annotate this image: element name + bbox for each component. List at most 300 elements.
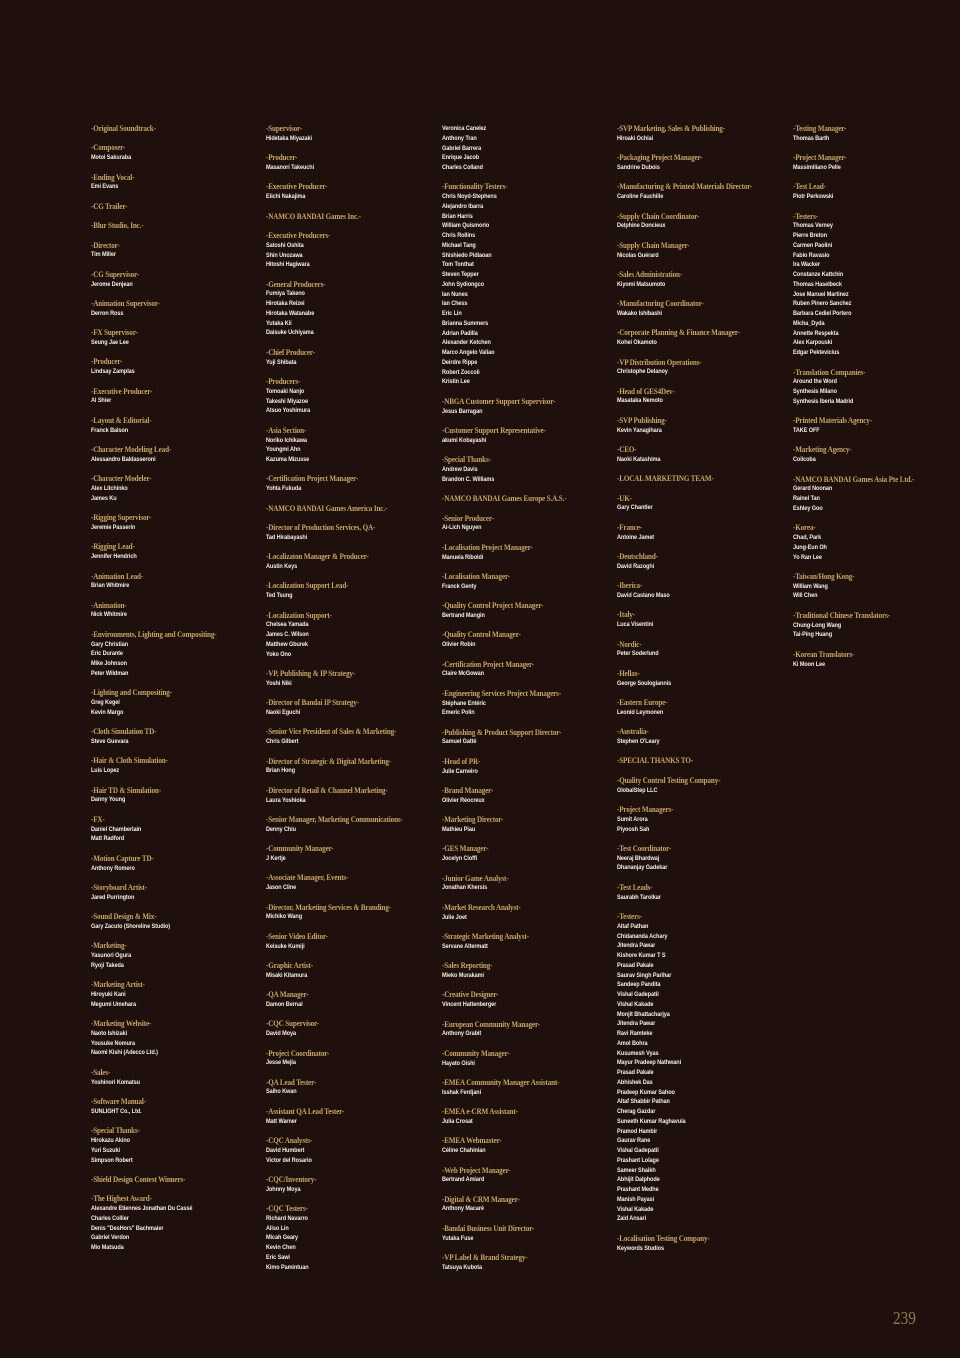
credit-name: Daniel Chamberlain — [91, 825, 142, 833]
credits-column — [442, 124, 612, 1282]
credit-name: Sandrine Dubois — [617, 163, 660, 171]
credit-section — [617, 182, 787, 202]
credit-section — [442, 1224, 612, 1244]
credit-name: Austin Keys — [266, 563, 298, 570]
role-title: -Director of Retail & Channel Marketing- — [266, 785, 388, 795]
role-title: -Supply Chain Manager- — [617, 240, 690, 250]
credit-section — [442, 903, 612, 923]
credit-name: Thomas Verney — [793, 222, 833, 230]
credit-name: GlobalStep LLC — [617, 786, 658, 794]
credit-name: Yoshinori Komatsu — [91, 1078, 140, 1086]
credit-section — [617, 883, 787, 903]
role-title: -Localization Support Lead- — [266, 581, 349, 591]
role-title: -Community Manager- — [266, 844, 334, 854]
credit-name: Ted Tsung — [266, 592, 293, 600]
credit-section — [266, 932, 436, 952]
credit-section — [617, 241, 787, 261]
role-title: -CG Trailer- — [91, 201, 128, 211]
role-title: -QA Lead Tester- — [266, 1077, 317, 1087]
role-title: -CQC Analysts- — [266, 1136, 313, 1146]
role-title: -Sales- — [91, 1067, 111, 1077]
credit-section — [266, 961, 436, 981]
credit-section — [442, 124, 612, 173]
credit-section — [91, 328, 261, 348]
credit-name: Noriko Ichikawa — [266, 436, 307, 444]
credit-name: Hidetaka Miyazaki — [266, 134, 312, 142]
credit-name: Annette Respekta — [793, 329, 839, 337]
credit-name: Aliso Lin — [266, 1224, 289, 1232]
credit-name: Yo Ran Lee — [793, 553, 822, 561]
credit-name: Vishal Gadepatil — [617, 991, 659, 999]
credit-section — [266, 504, 436, 514]
credit-name: Pradeep Kumar Sahoo — [617, 1088, 675, 1096]
credit-name: Alex Litchinko — [91, 484, 128, 492]
credit-name: Prashant Medhe — [617, 1186, 659, 1194]
credit-section — [91, 1097, 261, 1117]
credit-section — [91, 173, 261, 193]
credit-name: Nicolas Guérard — [617, 251, 659, 259]
role-title: -Head of PR- — [442, 756, 481, 766]
credit-name: Matt Warner — [266, 1117, 297, 1125]
credit-name: Laura Yoshioka — [266, 796, 306, 804]
role-title: -Animation Lead- — [91, 571, 144, 581]
credit-name: Cherag Gazdar — [617, 1108, 656, 1116]
credit-name: Sameer Shaikh — [617, 1166, 656, 1174]
role-title: -Localizaton Manager & Producer- — [266, 552, 369, 562]
role-title: -Motion Capture TD- — [91, 853, 154, 863]
credit-name: Zaid Ansari — [617, 1215, 647, 1223]
credit-name: Chris Gilbert — [266, 738, 299, 746]
credit-name: Steve Guevara — [91, 738, 129, 745]
role-title: -Italy- — [617, 610, 635, 620]
role-title: -Manufacturing Coordinator- — [617, 299, 704, 309]
credit-name: Jesus Barragan — [442, 407, 483, 415]
credit-name: Matt Radford — [91, 835, 125, 843]
credit-name: Michael Tang — [442, 241, 476, 249]
credit-section — [442, 1049, 612, 1069]
credit-name: Stephen O'Leary — [617, 737, 660, 745]
credit-section — [266, 698, 436, 718]
role-title: -Publishing & Product Support Director- — [442, 727, 562, 737]
credit-name: Céline Chahinian — [442, 1147, 486, 1155]
credit-name: Brandon C. Williams — [442, 475, 495, 483]
credit-name: Mike Johnson — [91, 660, 127, 668]
role-title: -Brand Manager- — [442, 786, 494, 796]
credit-name: Enrique Jacob — [442, 154, 480, 162]
credit-name: Bertrand Amiard — [442, 1176, 485, 1184]
credit-name: Franck Genty — [442, 582, 477, 590]
role-title: -Corporate Planning & Finance Manager- — [617, 328, 740, 338]
credit-name: Barbara Cediel Portero — [793, 310, 852, 318]
credit-section — [91, 124, 261, 134]
role-title: -Blur Studio, Inc.- — [91, 221, 144, 231]
credit-name: Veronica Canelez — [442, 125, 487, 132]
credit-section — [91, 854, 261, 874]
credit-name: Kazuma Mizusse — [266, 456, 310, 463]
credit-name: Tomoaki Nanjo — [266, 387, 305, 395]
credit-name: Ki Moon Lee — [793, 660, 826, 668]
role-title: -Storyboard Artist- — [91, 882, 148, 892]
credit-name: Yohta Fukuda — [266, 485, 302, 493]
credit-name: Claire McGowan — [442, 670, 484, 678]
credit-name: Vincent Hattenberger — [442, 1001, 497, 1009]
credit-section — [617, 212, 787, 232]
role-title: -Head of GES4Dev- — [617, 386, 675, 396]
credit-name: Marco Angelo Valiao — [442, 349, 495, 357]
credit-section — [91, 221, 261, 231]
role-title: -The Highest Award- — [91, 1194, 152, 1204]
credit-name: Fumiya Takeno — [266, 290, 305, 298]
credit-section — [266, 280, 436, 339]
credit-name: Alejandro Ibarra — [442, 202, 484, 210]
credit-section — [617, 844, 787, 873]
credit-name: Peter Wildman — [91, 669, 129, 677]
credit-section — [91, 416, 261, 436]
role-title: -SVP Marketing, Sales & Publishing- — [617, 124, 725, 133]
credit-name: Tad Hirabayashi — [266, 533, 308, 541]
credit-section — [617, 474, 787, 484]
credit-section — [442, 844, 612, 864]
role-title: -CQC/Inventory- — [266, 1175, 317, 1184]
credit-name: Gerard Noonan — [793, 485, 833, 493]
role-title: -Strategic Marketing Analyst- — [442, 932, 529, 941]
credit-name: Rainel Tan — [793, 495, 820, 503]
credit-name: Ryoji Takeda — [91, 961, 124, 969]
credit-name: Jitendra Pawar — [617, 942, 656, 950]
role-title: -SPECIAL THANKS TO- — [617, 756, 693, 766]
credit-name: Charles Colland — [442, 164, 483, 171]
credit-section — [793, 416, 960, 436]
credit-name: Isshak Ferdjani — [442, 1088, 482, 1096]
credit-name: Hayato Oishi — [442, 1059, 475, 1067]
credit-name: Ian Chess — [442, 300, 468, 308]
role-title: -CQC Testers- — [266, 1204, 308, 1214]
credit-name: Anthony Macaré — [442, 1205, 484, 1213]
credit-name: Hirotaka Reizei — [266, 300, 305, 308]
role-title: -Nordic- — [617, 639, 642, 649]
role-title: -Cloth Simulation TD- — [91, 727, 157, 737]
role-title: -Senior Video Editor- — [266, 931, 328, 941]
role-title: -Supervisor- — [266, 124, 302, 133]
role-title: -Rigging Lead- — [91, 542, 135, 552]
role-title: -Ending Vocal- — [91, 172, 135, 182]
credit-name: Luca Visentini — [617, 621, 654, 629]
credit-name: Olivier Robin — [442, 641, 476, 649]
credits-column — [793, 124, 960, 679]
credit-name: Yoko Ono — [266, 650, 292, 658]
credit-name: Gary Chantler — [617, 504, 653, 512]
credit-name: Samuel Gatté — [442, 738, 477, 746]
credit-section — [442, 182, 612, 387]
role-title: -Testers- — [793, 211, 818, 221]
role-title: -Test Coordinator- — [617, 843, 672, 853]
credit-name: Manish Payasi — [617, 1195, 655, 1203]
credit-section — [442, 1166, 612, 1186]
role-title: -NAMCO BANDAI Games Inc.- — [266, 211, 361, 221]
credit-section — [91, 1194, 261, 1253]
credit-section — [617, 805, 787, 834]
credit-name: Eric Lin — [442, 310, 462, 318]
credit-name: David Razoghi — [617, 562, 655, 570]
credit-name: Masataka Nemoto — [617, 397, 663, 405]
credit-name: Ira Wacker — [793, 261, 820, 269]
role-title: -Original Soundtrack- — [91, 124, 156, 133]
credit-name: Abhijit Dalphode — [617, 1176, 660, 1184]
credit-name: Fabio Ravasio — [793, 251, 830, 259]
credit-name: Chad, Park — [793, 534, 822, 541]
credit-name: Hirotaka Watanabe — [266, 309, 315, 317]
credit-name: Will Chen — [793, 592, 818, 600]
credit-section — [91, 299, 261, 319]
credit-name: William Quismorio — [442, 222, 490, 230]
role-title: -Korean Translators- — [793, 649, 855, 659]
role-title: -Functionality Testers- — [442, 182, 508, 192]
credit-section — [91, 513, 261, 533]
credit-name: Yutaka Fuse — [442, 1234, 474, 1242]
credit-section — [442, 1078, 612, 1098]
credit-section — [91, 474, 261, 503]
credit-name: Bertrand Mangin — [442, 611, 485, 619]
credit-name: Eric Durante — [91, 650, 123, 658]
credit-name: Hiroaki Ochiai — [617, 134, 654, 142]
credit-section — [91, 786, 261, 806]
credit-name: Tim Miller — [91, 251, 116, 259]
credit-section — [266, 903, 436, 923]
credit-name: Hitoshi Hagiwara — [266, 261, 310, 269]
role-title: -Manufacturing & Printed Materials Director- — [617, 182, 753, 192]
credit-name: Gaurav Rane — [617, 1137, 651, 1145]
credit-name: Yoshi Niki — [266, 679, 292, 687]
credit-section — [442, 874, 612, 894]
credit-name: Chris Rollins — [442, 232, 476, 240]
credit-name: Chidananda Achary — [617, 932, 668, 940]
role-title: -Project Manager- — [793, 153, 847, 163]
credit-section — [617, 416, 787, 436]
credit-name: Tai-Ping Huang — [793, 631, 833, 639]
credit-name: Constanze Kattchin — [793, 271, 844, 279]
credit-name: Satoshi Oshita — [266, 241, 304, 249]
credit-name: David Castano Maso — [617, 592, 670, 599]
credit-name: Thomas Haselbeck — [793, 280, 842, 288]
role-title: -Testing Manager- — [793, 124, 847, 133]
credit-name: Andrew Davis — [442, 466, 478, 473]
role-title: -Director of Strategic & Digital Marketing- — [266, 756, 392, 766]
credit-name: Saurabh Tarolkar — [617, 893, 661, 901]
credit-section — [91, 601, 261, 621]
credit-section — [793, 611, 960, 640]
credit-name: Kristin Lee — [442, 378, 470, 386]
credit-section — [266, 786, 436, 806]
credit-name: Yasunori Ogura — [91, 952, 132, 960]
credit-name: Saiho Kwan — [266, 1088, 297, 1096]
credit-name: Jerome Denjean — [91, 280, 133, 288]
credit-name: Shishiedo Pidlaoan — [442, 251, 492, 259]
credit-section — [266, 669, 436, 689]
credit-name: Eshley Goo — [793, 504, 823, 512]
role-title: -Executive Producers- — [266, 231, 331, 240]
credit-section — [442, 815, 612, 835]
credit-name: Jose Manuel Martinez — [793, 290, 849, 298]
role-title: -Test Leads- — [617, 882, 653, 892]
credit-name: Anthony Tran — [442, 134, 477, 142]
credit-section — [266, 1204, 436, 1272]
credit-name: Daisuke Uchiyama — [266, 329, 314, 337]
credit-section — [793, 650, 960, 670]
role-title: -Supply Chain Coordinator- — [617, 211, 700, 221]
role-title: -Director, Marketing Services & Branding- — [266, 902, 391, 912]
credit-section — [442, 932, 612, 952]
credit-name: Ai-Lich Nguyen — [442, 524, 482, 532]
role-title: -Market Research Analyst- — [442, 902, 521, 912]
credit-section — [617, 124, 787, 144]
credit-section — [91, 1068, 261, 1088]
credit-name: Seung Jae Lee — [91, 339, 129, 346]
credit-section — [442, 757, 612, 777]
credit-section — [793, 368, 960, 407]
role-title: -Sales Administration- — [617, 269, 683, 279]
credit-name: Vishal Kakade — [617, 1000, 654, 1008]
role-title: -Lighting and Compositing- — [91, 688, 172, 698]
role-title: -EMEA Webmaster- — [442, 1136, 502, 1146]
credit-name: Naoto Ishizaki — [91, 1029, 128, 1037]
credit-name: SUNLIGHT Co., Ltd. — [91, 1107, 142, 1115]
credit-section — [793, 572, 960, 601]
credit-name: Naoki Katashima — [617, 455, 661, 463]
credit-section — [91, 143, 261, 163]
role-title: -Chief Producer- — [266, 347, 315, 357]
role-title: -Sales Reporting- — [442, 961, 493, 971]
role-title: -Graphic Artist- — [266, 960, 313, 970]
credit-section — [266, 873, 436, 893]
credit-section — [91, 387, 261, 407]
role-title: -Shield Design Contest Winners- — [91, 1174, 186, 1184]
role-title: -Associate Manager, Events- — [266, 873, 349, 883]
role-title: -Localization Support- — [266, 610, 332, 620]
credit-section — [91, 941, 261, 970]
credit-section — [442, 494, 612, 504]
credit-name: Piotr Perkowski — [793, 193, 834, 201]
credit-name: Pierre Breton — [793, 232, 828, 240]
credit-section — [91, 630, 261, 679]
credit-name: Megumi Umehara — [91, 1000, 136, 1008]
role-title: -Director of Production Services, QA- — [266, 523, 376, 533]
credit-section — [617, 581, 787, 601]
credit-name: Chris Noyd-Stephens — [442, 193, 497, 201]
credit-name: Prashant Lolage — [617, 1156, 659, 1164]
credit-section — [442, 1020, 612, 1040]
role-title: -Quality Control Project Manager- — [442, 601, 544, 611]
role-title: -Senior Manager, Marketing Communications- — [266, 815, 403, 824]
role-title: -Environments, Lighting and Compositing- — [91, 629, 217, 639]
credit-name: Ravi Ramteke — [617, 1030, 653, 1038]
credit-section — [266, 727, 436, 747]
credit-name: Lindsay Zamplas — [91, 368, 135, 376]
credit-name: Leonid Leymonen — [617, 708, 664, 716]
role-title: -Producer- — [91, 357, 123, 367]
credit-section — [266, 231, 436, 270]
credit-section — [442, 990, 612, 1010]
role-title: -Traditional Chinese Translators- — [793, 610, 890, 620]
role-title: -Translation Companies- — [793, 367, 866, 377]
credit-section — [266, 815, 436, 835]
credit-section — [442, 426, 612, 446]
role-title: -France- — [617, 522, 642, 532]
credit-name: Denny Chiu — [266, 825, 296, 833]
role-title: -Quality Control Testing Company- — [617, 775, 721, 785]
role-title: -VP Label & Brand Strategy- — [442, 1253, 528, 1263]
credit-name: Damon Bernal — [266, 1000, 303, 1008]
credit-name: Pramod Hambir — [617, 1127, 658, 1135]
credit-name: Peter Soderlund — [617, 650, 659, 658]
credit-name: Mathieu Piau — [442, 826, 476, 833]
role-title: -UK- — [617, 493, 632, 503]
credit-section — [91, 202, 261, 212]
credit-name: Nick Whitmire — [91, 611, 127, 619]
credit-section — [91, 241, 261, 261]
credit-name: Keywords Studios — [617, 1244, 664, 1252]
role-title: -Hellas- — [617, 668, 640, 678]
credit-section — [617, 610, 787, 630]
credit-name: Saurav Singh Parihar — [617, 971, 672, 979]
credit-name: Denis "DesHors" Bachmaier — [91, 1224, 164, 1232]
credit-name: Yutaka Kii — [266, 319, 292, 327]
credit-name: Mio Matsuda — [91, 1244, 124, 1252]
role-title: -Marketing Website- — [91, 1019, 152, 1029]
credit-section — [442, 728, 612, 748]
credit-name: Simpson Robert — [91, 1156, 133, 1164]
credit-section — [793, 523, 960, 562]
credit-section — [617, 776, 787, 796]
credit-name: Hirokazu Akino — [91, 1137, 130, 1144]
credit-name: Julie Carneiro — [442, 767, 478, 775]
credit-name: Amol Bohra — [617, 1039, 648, 1047]
credit-section — [442, 1253, 612, 1273]
role-title: -Customer Support Representative- — [442, 426, 546, 436]
role-title: -Certification Project Manager- — [442, 659, 535, 669]
credit-section — [91, 756, 261, 776]
credit-section — [266, 757, 436, 777]
role-title: -Testers- — [617, 912, 642, 922]
credit-name: Jeremie Passerin — [91, 523, 136, 531]
credit-name: Mayur Pradeep Nathwani — [617, 1059, 682, 1067]
credit-name: Jitendra Pawar — [617, 1020, 656, 1028]
role-title: -Deutschland- — [617, 552, 658, 562]
credit-name: Stéphane Entéric — [442, 699, 486, 707]
credit-section — [266, 1175, 436, 1195]
credit-name: James C. Wilson — [266, 631, 309, 639]
role-title: -Junior Game Analyst- — [442, 873, 509, 883]
role-title: -Hair TD & Simulation- — [91, 785, 161, 795]
role-title: -EMEA Community Manager Assistant- — [442, 1077, 560, 1087]
credit-section — [442, 1195, 612, 1215]
role-title: -Iberica- — [617, 581, 643, 591]
role-title: -Project Coordinator- — [266, 1048, 330, 1058]
credit-name: Gary Zacuto (Shoreline Studio) — [91, 922, 171, 930]
credit-name: Luis Lopez — [91, 767, 120, 775]
role-title: -Producers- — [266, 377, 301, 387]
credit-name: Steven Tepper — [442, 271, 479, 279]
credit-name: Alexander Ketchen — [442, 339, 491, 347]
credit-name: Antoine Jamet — [617, 533, 655, 541]
credit-name: Kohei Okamoto — [617, 339, 657, 347]
credit-section — [793, 182, 960, 202]
credit-section — [91, 727, 261, 747]
credit-name: Mieko Murakami — [442, 971, 484, 979]
credit-name: Piyoosh Sah — [617, 825, 650, 833]
credit-name: Misaki Kitamura — [266, 971, 308, 979]
role-title: -Special Thanks- — [91, 1126, 140, 1136]
page-number: 239 — [893, 1308, 916, 1328]
